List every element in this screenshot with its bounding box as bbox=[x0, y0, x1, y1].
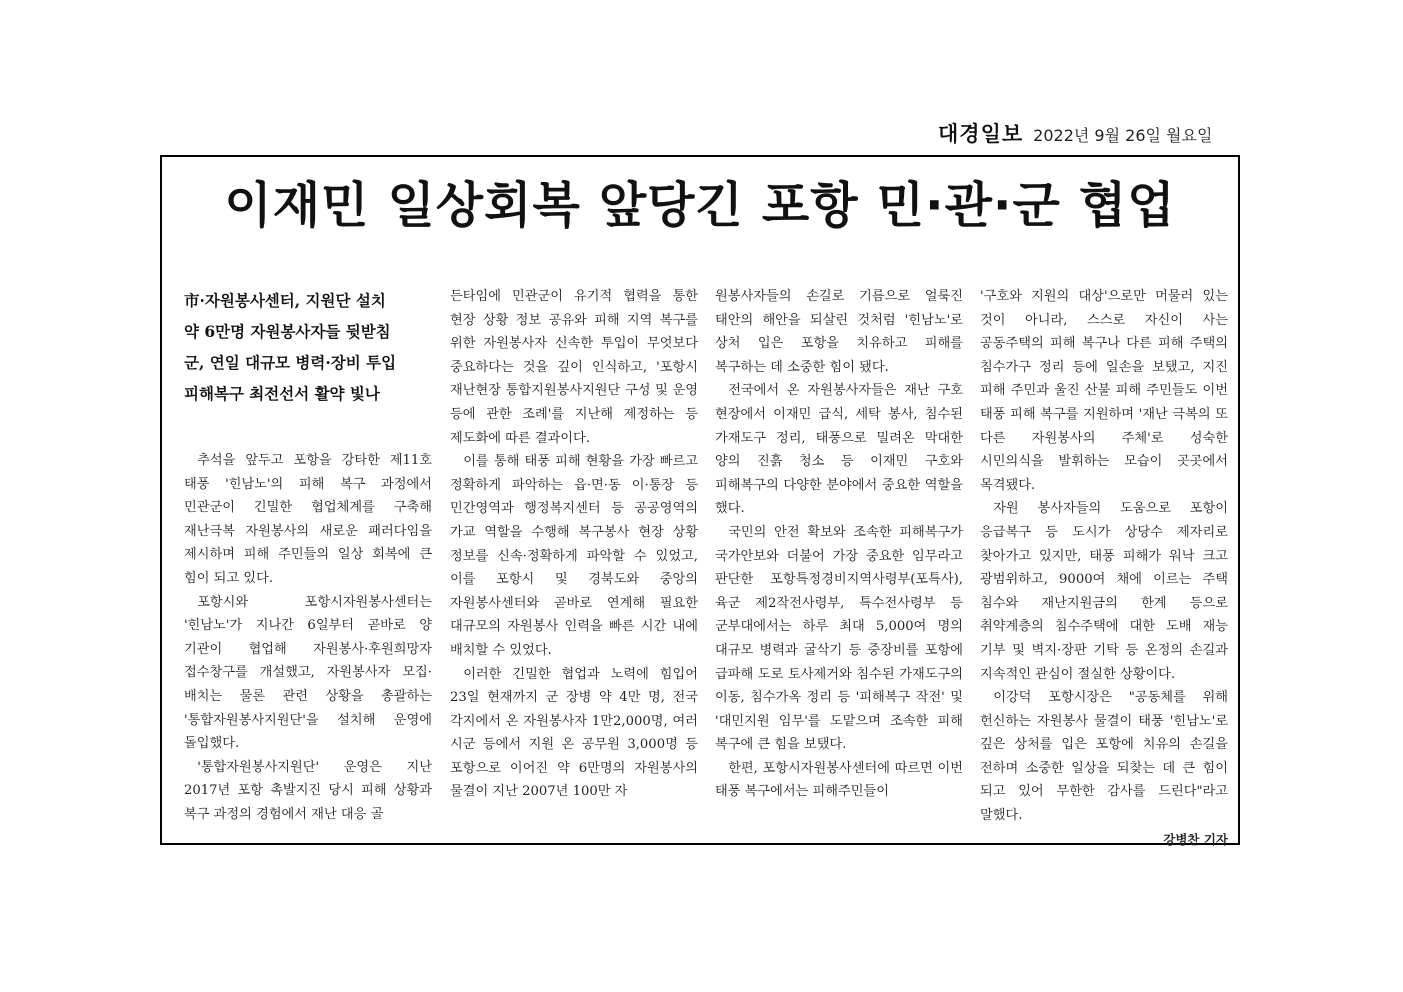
subheadline-line: 피해복구 최전선서 활약 빛나 bbox=[184, 384, 380, 403]
body-paragraph: 국민의 안전 확보와 조속한 피해복구가 국가안보와 더불어 가장 중요한 임무라고 판단한 포항특정경비지역사령부(포특사), 육군 제2작전사령부, 특수전사령부 등 군부대에서는 하루 최대 5,000여 명의 대규모 병력과 굴삭기 등 중장비를 포항에 급파해 도로 토사제거와 침수된 가재도구의 이동, 침수가옥 정리 등 '피해복구 작전' 및 '대민지원 임무'를 도맡으며 조속한 피해 복구에 큰 힘을 보탰다. bbox=[715, 524, 963, 753]
body-paragraph: 이강덕 포항시장은 "공동체를 위해 헌신하는 자원봉사 물결이 태풍 '힌남노'로 깊은 상처를 입은 포항에 치유의 손길을 전하며 소중한 일상을 되찾는 데 큰 힘이 되고 있어 무한한 감사를 드린다"라고 말했다. bbox=[980, 690, 1228, 824]
body-paragraph: 이를 통해 태풍 피해 현황을 가장 빠르고 정확하게 파악하는 읍·면·동 이·통장 등 민간영역과 행정복지센터 등 공공영역의 가교 역할을 수행해 복구봉사 현장 상황 정보를 신속·정확하게 파악할 수 있었고, 이를 포항시 및 경북도와 중앙의 자원봉사센터와 곧바로 연계해 필요한 대규모의 자원봉사 인력을 빠른 시간 내에 배치할 수 있었다. bbox=[450, 454, 698, 658]
body-paragraph: 이러한 긴밀한 협업과 노력에 힘입어 23일 현재까지 군 장병 약 4만 명, 전국 각지에서 온 자원봉사자 1만2,000명, 여러 시군 등에서 지원 온 공무원 3,000명 등 포항으로 이어진 약 6만명의 자원봉사의 물결이 지난 2007년 100만 자 bbox=[450, 666, 698, 800]
body-paragraph: 추석을 앞두고 포항을 강타한 제11호 태풍 '힌남노'의 피해 복구 과정에서 민관군이 긴밀한 협업체계를 구축해 재난극복 자원봉사의 새로운 패러다임을 제시하며 피해 주민들의 일상 회복에 큰 힘이 되고 있다. bbox=[184, 453, 432, 586]
body-paragraph: 자원 봉사자들의 도움으로 포항이 응급복구 등 도시가 상당수 제자리로 찾아가고 있지만, 태풍 피해가 워낙 크고 광범위하고, 9000여 채에 이르는 주택 침수와 재난지원금의 한계 등으로 취약계층의 침수주택에 대한 도배 재능 기부 및 벽지·장판 기탁 등 온정의 손길과 지속적인 관심이 절실한 상황이다. bbox=[980, 501, 1228, 682]
subheadline bbox=[184, 285, 432, 409]
body-paragraph: 포항시와 포항시자원봉사센터는 '힌남노'가 지나간 6일부터 곧바로 양 기관이 협업해 자원봉사·후원희망자 접수창구를 개설했고, 자원봉사자 모집·배치는 물론 관련 상황을 총괄하는 '통합자원봉사지원단'을 설치해 운영에 돌입했다. bbox=[184, 594, 432, 752]
byline: 강병찬 기자 bbox=[1163, 831, 1228, 847]
body-paragraph: 한편, 포항시자원봉사센터에 따르면 이번 태풍 복구에서는 피해주민들이 bbox=[715, 760, 963, 800]
subheadline-line: 市·자원봉사센터, 지원단 설치 bbox=[184, 291, 386, 310]
masthead bbox=[938, 118, 1238, 150]
newspaper-name: 대경일보 bbox=[938, 122, 1024, 146]
article-column-2 bbox=[450, 285, 698, 804]
article-column-3 bbox=[715, 285, 963, 804]
body-paragraph: '구호와 지원의 대상'으로만 머물러 있는 것이 아니라, 스스로 자신이 사는 공동주택의 피해 복구나 다른 피해 주택의 침수가구 정리 등에 일손을 보탰고, 지진 피해 주민과 울진 산불 피해 주민들도 이번 태풍 피해 복구를 지원하며 '재난 극복의 또 다른 자원봉사의 주체'로 성숙한 시민의식을 발휘하는 모습이 곳곳에서 목격됐다. bbox=[980, 289, 1228, 493]
body-paragraph: 전국에서 온 자원봉사자들은 재난 구호 현장에서 이재민 급식, 세탁 봉사, 침수된 가재도구 정리, 태풍으로 밀려온 막대한 양의 진흙 청소 등 이재민 구호와 피해복구의 다양한 분야에서 중요한 역할을 했다. bbox=[715, 383, 963, 517]
body-paragraph: 원봉사자들의 손길로 기름으로 얼룩진 태안의 해안을 되살린 것처럼 '힌남노'로 상처 입은 포항을 치유하고 피해를 복구하는 데 소중한 힘이 됐다. bbox=[715, 289, 963, 375]
body-paragraph: '통합자원봉사지원단' 운영은 지난 2017년 포항 촉발지진 당시 피해 상황과 복구 과정의 경험에서 재난 대응 골 bbox=[184, 759, 432, 822]
body-paragraph: 든타임에 민관군이 유기적 협력을 통한 현장 상황 정보 공유와 피해 지역 복구를 위한 자원봉사자 신속한 투입이 무엇보다 중요하다는 것을 깊이 인식하고, '포항시 재난현장 통합지원봉사지원단 구성 및 운영 등에 관한 조례'를 지난해 제정하는 등 제도화에 따른 결과이다. bbox=[450, 289, 698, 446]
issue-date: 2022년 9월 26일 월요일 bbox=[1033, 126, 1213, 145]
article-frame bbox=[160, 155, 1240, 845]
article-column-4 bbox=[980, 285, 1228, 851]
article-column-1 bbox=[184, 285, 432, 827]
article-headline: 이재민 일상회복 앞당긴 포항 민·관·군 협업 bbox=[224, 177, 1176, 234]
subheadline-line: 군, 연일 대규모 병력·장비 투입 bbox=[184, 353, 397, 372]
subheadline-line: 약 6만명 자원봉사자들 뒷받침 bbox=[184, 322, 391, 341]
